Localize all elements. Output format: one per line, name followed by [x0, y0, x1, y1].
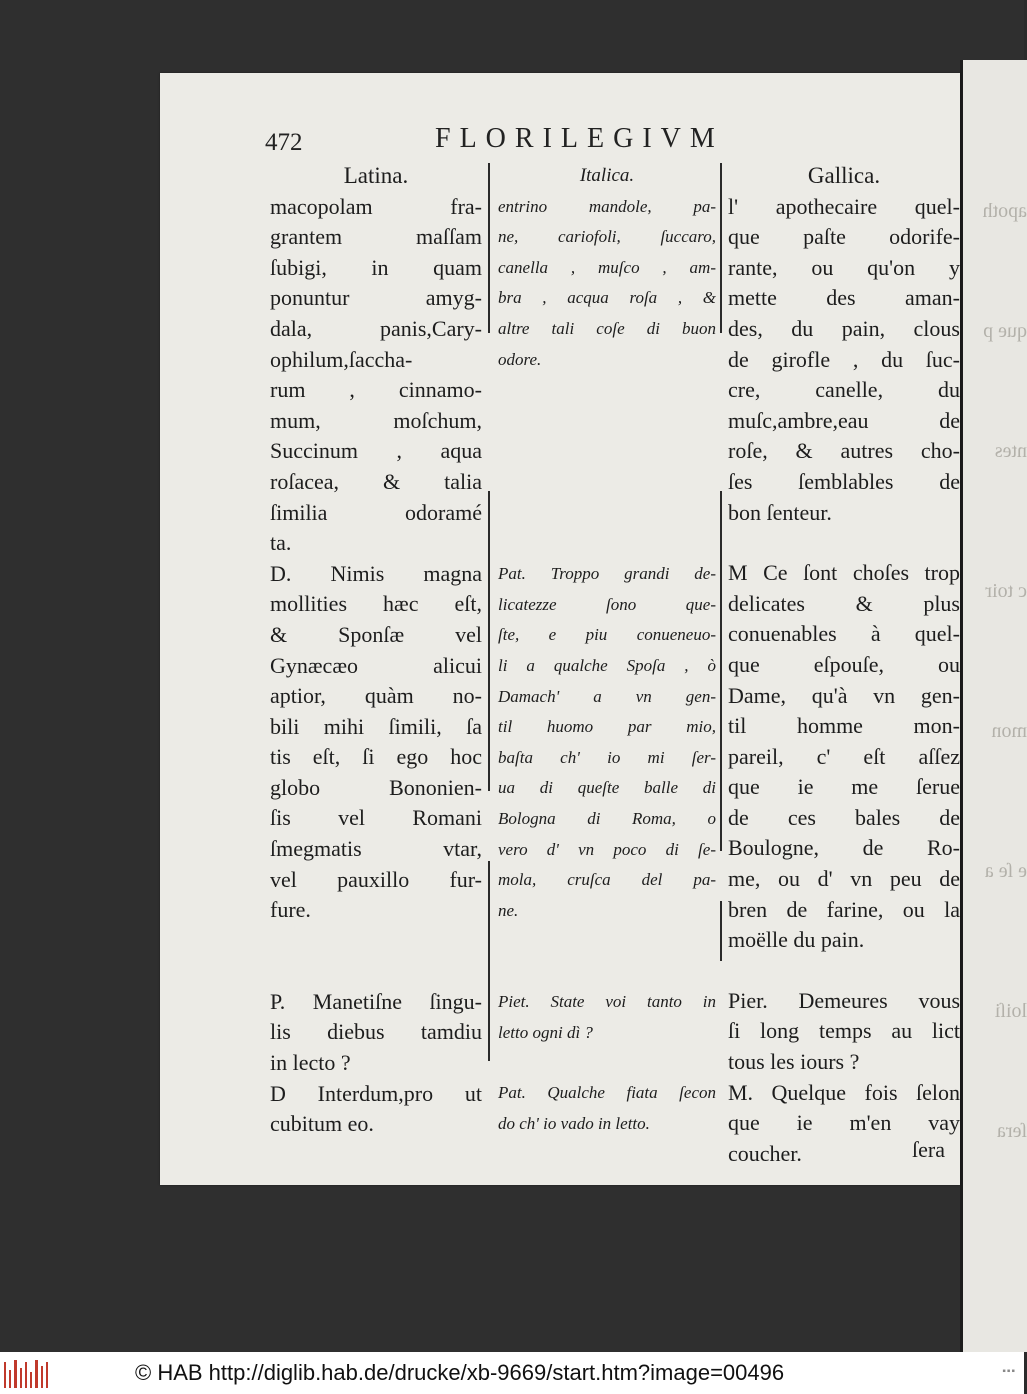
text-line: odore. — [498, 349, 542, 369]
text-line: que eſpouſe, ou — [728, 651, 960, 677]
text-line: bren de farine, ou la — [728, 896, 960, 922]
text-line: moëlle du pain. — [728, 927, 865, 953]
text-line: Gynæcæo alicui — [270, 652, 482, 678]
text-line: ſis vel Romani — [270, 805, 482, 831]
text-line: de girofle , du ſuc- — [728, 346, 960, 372]
text-line: globo Bononien- — [270, 774, 482, 800]
text-line: conuenables à quel- — [728, 621, 960, 647]
column-rule — [720, 901, 722, 961]
text-line: til huomo par mio, — [498, 717, 716, 737]
text-line: cubitum eo. — [270, 1111, 374, 1137]
text-line: li a qualche Spoſa , ò — [498, 655, 716, 675]
column-rule — [488, 163, 490, 333]
text-line: aptior, quàm no- — [270, 683, 482, 709]
text-line: grantem maſſam — [270, 224, 482, 250]
french-block-1 — [728, 192, 960, 529]
text-line: mum, moſchum, — [270, 407, 482, 433]
text-line: bili mihi ſimili, ſa — [270, 713, 482, 739]
page-header — [265, 123, 955, 163]
text-line: ua di queſte balle di — [498, 778, 716, 798]
text-line: rante, ou qu'on y — [728, 254, 960, 280]
text-line: Pat. Troppo grandi de- — [498, 564, 716, 584]
text-line: P. Manetiſne ſingu- — [270, 988, 482, 1014]
text-line: Boulogne, de Ro- — [728, 835, 960, 861]
italian-block-4 — [498, 1078, 716, 1139]
text-line: que ie me ſerue — [728, 774, 960, 800]
text-line: que ie m'en vay — [728, 1110, 960, 1136]
text-line: me, ou d' vn peu de — [728, 866, 960, 892]
latin-block-3 — [270, 987, 482, 1079]
book-page — [160, 73, 960, 1185]
latin-block-1 — [270, 192, 482, 559]
text-line: roſe, & autres cho- — [728, 438, 960, 464]
text-line: altre tali coſe di buon — [498, 318, 716, 338]
italian-heading: Italica. — [579, 165, 635, 186]
text-line: M Ce ſont choſes trop — [728, 560, 960, 586]
italian-block-1 — [498, 192, 716, 376]
text-line: ſte, e piu conueneuo- — [498, 625, 716, 645]
latin-block-4 — [270, 1079, 482, 1140]
text-line: canella , muſco , am- — [498, 257, 716, 277]
column-rule — [488, 861, 490, 1061]
column-rule — [720, 163, 722, 333]
text-line: D Interdum,pro ut — [270, 1080, 482, 1106]
column-rule — [720, 491, 722, 851]
text-line: rum , cinnamo- — [270, 377, 482, 403]
text-line: in lecto ? — [270, 1050, 351, 1076]
text-line: tis eſt, ſi ego hoc — [270, 744, 482, 770]
text-line: ophilum,ſaccha- — [270, 346, 413, 372]
text-line: coucher. — [728, 1140, 802, 1166]
text-line: dala, panis,Cary- — [270, 315, 482, 341]
text-line: M. Quelque fois ſelon — [728, 1079, 960, 1105]
french-block-3 — [728, 986, 960, 1078]
italian-column — [498, 161, 716, 1140]
text-line: mola, cruſca del pa- — [498, 870, 716, 890]
latin-block-2 — [270, 559, 482, 926]
text-line: delicates & plus — [728, 590, 960, 616]
text-line: vel pauxillo fur- — [270, 866, 482, 892]
text-line: ſubigi, in quam — [270, 254, 482, 280]
text-line: lis diebus tamdiu — [270, 1019, 482, 1045]
parallel-columns — [270, 161, 960, 1171]
text-line: & Sponſæ vel — [270, 621, 482, 647]
text-line: D. Nimis magna — [270, 560, 482, 586]
text-line: ſi long temps au lict — [728, 1018, 960, 1044]
text-line: til homme mon- — [728, 713, 960, 739]
column-rule — [488, 491, 490, 791]
french-heading: Gallica. — [807, 163, 881, 188]
text-line: letto ogni dì ? — [498, 1022, 593, 1042]
text-line: macopolam fra- — [270, 193, 482, 219]
text-line: que paſte odorife- — [728, 224, 960, 250]
text-line: Damach' a vn gen- — [498, 686, 716, 706]
text-line: baſta ch' io mi ſer- — [498, 747, 716, 767]
latin-column — [270, 161, 482, 1140]
text-line: bra , acqua roſa , & — [498, 288, 716, 308]
text-line: ne, cariofoli, ſuccaro, — [498, 227, 716, 247]
text-line: ſmegmatis vtar, — [270, 836, 482, 862]
adjacent-page-edge: apoth que p ntes c toir mon e ſe a loiſi ſera — [960, 60, 1027, 1352]
italian-block-2 — [498, 559, 716, 926]
text-line: tous les iours ? — [728, 1049, 860, 1075]
text-line: pareil, c' eſt aſſez — [728, 743, 960, 769]
text-line: bon ſenteur. — [728, 499, 832, 525]
text-line: l' apothecaire quel- — [728, 193, 960, 219]
running-title: FLORILEGIVM — [435, 123, 724, 154]
text-line: Bologna di Roma, o — [498, 808, 716, 828]
text-line: mette des aman- — [728, 285, 960, 311]
text-line: des, du pain, clous — [728, 315, 960, 341]
hab-logo-icon — [4, 1358, 48, 1388]
text-line: Pat. Qualche fiata ſecon — [498, 1083, 716, 1103]
text-line: mollities hæc eſt, — [270, 591, 482, 617]
text-line: de ces bales de — [728, 804, 960, 830]
page-number: 472 — [265, 129, 303, 156]
text-line: ta. — [270, 530, 292, 556]
french-column — [728, 161, 960, 1169]
text-line: Dame, qu'à vn gen- — [728, 682, 960, 708]
text-line: Succinum , aqua — [270, 438, 482, 464]
text-line: Pier. Demeures vous — [728, 987, 960, 1013]
text-line: cre, canelle, du — [728, 377, 960, 403]
text-line: ſes ſemblables de — [728, 468, 960, 494]
footer-credit-link[interactable]: © HAB http://diglib.hab.de/drucke/xb-9669/start.htm?image=00496 — [135, 1360, 785, 1385]
footer-bar — [0, 1352, 1024, 1394]
text-line: ponuntur amyg- — [270, 285, 482, 311]
text-line: fure. — [270, 897, 311, 923]
text-line: vero d' vn poco di ſe- — [498, 839, 716, 859]
text-line: muſc,ambre,eau de — [728, 407, 960, 433]
text-line: Piet. State voi tanto in — [498, 992, 716, 1012]
text-line: entrino mandole, pa- — [498, 196, 716, 216]
french-block-2 — [728, 558, 960, 956]
text-line: ne. — [498, 900, 519, 920]
text-line: ſimilia odoramé — [270, 499, 482, 525]
italian-block-3 — [498, 987, 716, 1048]
text-line: licatezze ſono que- — [498, 594, 716, 614]
latin-heading: Latina. — [343, 163, 409, 188]
text-line: do ch' io vado in letto. — [498, 1114, 650, 1134]
catchword: ſera — [912, 1137, 945, 1162]
footer-dots-icon: ▪▪▪ — [1002, 1366, 1016, 1377]
text-line: roſacea, & talia — [270, 468, 482, 494]
